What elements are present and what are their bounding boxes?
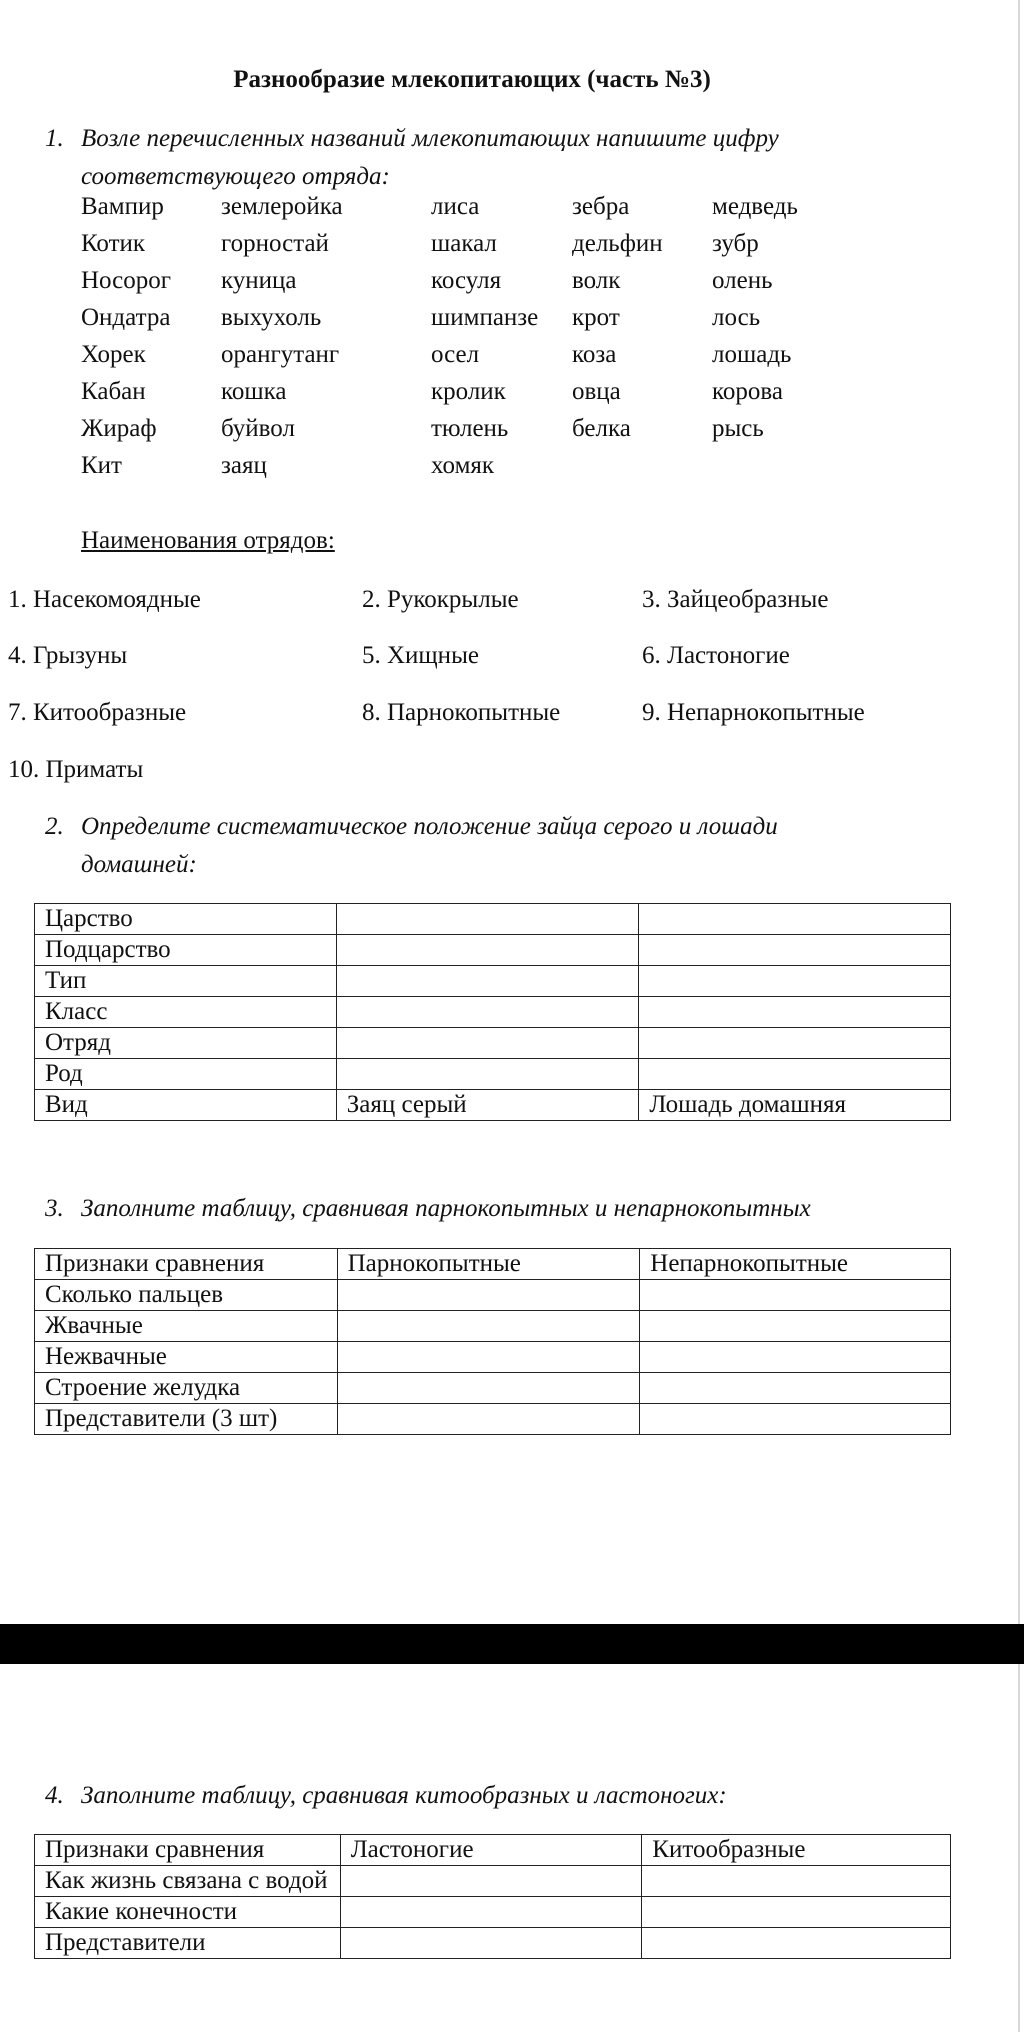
- table-cell: Класс: [35, 997, 337, 1028]
- table-cell-input[interactable]: [336, 997, 639, 1028]
- animal-name: овца: [572, 378, 621, 405]
- table-cell-input[interactable]: [639, 1028, 951, 1059]
- table-cell-input[interactable]: [640, 1373, 951, 1404]
- aquatic-mammals-table: [34, 1834, 951, 1959]
- table-cell-input[interactable]: [336, 1028, 639, 1059]
- table-row: [35, 1897, 951, 1928]
- table-cell: Представители (3 шт): [35, 1404, 338, 1435]
- question-3: [45, 1190, 811, 1228]
- table-cell: Представители: [35, 1928, 341, 1959]
- question-3-text: Заполните таблицу, сравнивая парнокопытных и непарнокопытных: [81, 1195, 811, 1222]
- animal-name: Кабан: [81, 378, 146, 405]
- table-cell: Сколько пальцев: [35, 1280, 338, 1311]
- animal-name: горностай: [221, 230, 329, 257]
- animal-name: лошадь: [712, 341, 792, 368]
- table-cell-input[interactable]: [337, 1373, 640, 1404]
- question-2-text-line2: домашней:: [81, 851, 197, 878]
- table-cell: Отряд: [35, 1028, 337, 1059]
- animal-name: олень: [712, 267, 773, 294]
- animal-name: Ондатра: [81, 304, 171, 331]
- animal-name: кролик: [431, 378, 506, 405]
- table-row: [35, 1342, 951, 1373]
- animal-name: дельфин: [572, 230, 663, 257]
- table-row: [35, 1373, 951, 1404]
- table-row: [35, 997, 951, 1028]
- table-cell-input[interactable]: [640, 1342, 951, 1373]
- table-cell: Заяц серый: [336, 1090, 639, 1121]
- page-title: Разнообразие млекопитающих (часть №3): [233, 66, 711, 93]
- animal-name: медведь: [712, 193, 798, 220]
- order-item: 3. Зайцеобразные: [642, 586, 829, 613]
- table-cell-input[interactable]: [639, 966, 951, 997]
- table-header-cell: Китообразные: [642, 1835, 951, 1866]
- table-header-cell: Парнокопытные: [337, 1249, 640, 1280]
- table-cell-input[interactable]: [642, 1866, 951, 1897]
- table-cell-input[interactable]: [642, 1897, 951, 1928]
- table-cell-input[interactable]: [337, 1404, 640, 1435]
- animal-name: Носорог: [81, 267, 172, 294]
- animal-name: буйвол: [221, 415, 295, 442]
- order-item: 5. Хищные: [362, 642, 479, 669]
- animal-name: корова: [712, 378, 783, 405]
- table-row: [35, 1311, 951, 1342]
- table-cell-input[interactable]: [337, 1342, 640, 1373]
- page-edge: [1018, 0, 1020, 2032]
- taxonomy-table: [34, 903, 951, 1121]
- table-header-cell: Признаки сравнения: [35, 1835, 341, 1866]
- order-item: 2. Рукокрылые: [362, 586, 519, 613]
- animal-name: Жираф: [81, 415, 157, 442]
- table-cell-input[interactable]: [642, 1928, 951, 1959]
- table-cell-input[interactable]: [336, 935, 639, 966]
- table-cell-input[interactable]: [340, 1897, 642, 1928]
- table-row: [35, 1090, 951, 1121]
- table-cell: Нежвачные: [35, 1342, 338, 1373]
- table-cell: Тип: [35, 966, 337, 997]
- table-row: [35, 1280, 951, 1311]
- table-cell-input[interactable]: [340, 1866, 642, 1897]
- animal-name: шакал: [431, 230, 497, 257]
- question-2-number: 2.: [45, 813, 64, 840]
- table-cell-input[interactable]: [340, 1928, 642, 1959]
- table-row: [35, 1028, 951, 1059]
- animal-name: хомяк: [431, 452, 495, 479]
- table-cell: Какие конечности: [35, 1897, 341, 1928]
- animal-name: заяц: [221, 452, 267, 479]
- order-item: 4. Грызуны: [8, 642, 128, 669]
- animal-name: волк: [572, 267, 621, 294]
- table-cell-input[interactable]: [336, 966, 639, 997]
- animal-name: шимпанзе: [431, 304, 539, 331]
- table-cell: Вид: [35, 1090, 337, 1121]
- order-item: 7. Китообразные: [8, 699, 187, 726]
- table-cell-input[interactable]: [337, 1311, 640, 1342]
- question-2-text-line1: Определите систематическое положение зайца серого и лошади: [81, 813, 778, 840]
- animal-name: Котик: [81, 230, 146, 257]
- order-item: 1. Насекомоядные: [8, 586, 201, 613]
- question-2: [45, 808, 778, 884]
- table-header-row: [35, 1835, 951, 1866]
- table-header-row: [35, 1249, 951, 1280]
- question-1-number: 1.: [45, 125, 64, 152]
- order-item: 6. Ластоногие: [642, 642, 790, 669]
- animal-name: рысь: [712, 415, 764, 442]
- animal-name: землеройка: [221, 193, 343, 220]
- table-cell-input[interactable]: [336, 904, 639, 935]
- table-cell: Род: [35, 1059, 337, 1090]
- table-header-cell: Признаки сравнения: [35, 1249, 338, 1280]
- table-cell-input[interactable]: [639, 997, 951, 1028]
- animal-name: куница: [221, 267, 297, 294]
- table-cell: Подцарство: [35, 935, 337, 966]
- black-band: [0, 1624, 1024, 1664]
- table-cell: Жвачные: [35, 1311, 338, 1342]
- table-cell-input[interactable]: [639, 935, 951, 966]
- ungulates-table: [34, 1248, 951, 1435]
- table-cell-input[interactable]: [639, 1059, 951, 1090]
- table-cell-input[interactable]: [640, 1280, 951, 1311]
- question-1: [45, 120, 779, 196]
- question-4-text: Заполните таблицу, сравнивая китообразных и ластоногих:: [81, 1782, 727, 1809]
- animal-name: лось: [712, 304, 761, 331]
- table-cell: Как жизнь связана с водой: [35, 1866, 341, 1897]
- question-3-number: 3.: [45, 1195, 64, 1222]
- table-cell-input[interactable]: [336, 1059, 639, 1090]
- table-cell-input[interactable]: [640, 1311, 951, 1342]
- animal-name: выхухоль: [221, 304, 322, 331]
- table-row: [35, 1866, 951, 1897]
- table-cell-input[interactable]: [640, 1404, 951, 1435]
- table-cell: Лошадь домашняя: [639, 1090, 951, 1121]
- animal-name: крот: [572, 304, 620, 331]
- order-item: 10. Приматы: [8, 756, 144, 783]
- animal-name: кошка: [221, 378, 287, 405]
- question-1-text-line2: соответствующего отряда:: [81, 163, 390, 190]
- table-row: [35, 966, 951, 997]
- table-row: [35, 904, 951, 935]
- question-4: [45, 1777, 727, 1815]
- animal-name: лиса: [431, 193, 480, 220]
- animal-name: белка: [572, 415, 631, 442]
- animal-name: зубр: [712, 230, 759, 257]
- table-row: [35, 1928, 951, 1959]
- animal-name: зебра: [572, 193, 630, 220]
- table-cell-input[interactable]: [639, 904, 951, 935]
- animal-name: орангутанг: [221, 341, 340, 368]
- order-item: 9. Непарнокопытные: [642, 699, 865, 726]
- table-row: [35, 1404, 951, 1435]
- table-header-cell: Ластоногие: [340, 1835, 642, 1866]
- table-row: [35, 935, 951, 966]
- animal-name: коза: [572, 341, 617, 368]
- animal-name: осел: [431, 341, 480, 368]
- animal-name: косуля: [431, 267, 502, 294]
- orders-title: Наименования отрядов:: [81, 527, 335, 554]
- table-row: [35, 1059, 951, 1090]
- table-cell-input[interactable]: [337, 1280, 640, 1311]
- animal-name: Кит: [81, 452, 122, 479]
- question-1-text-line1: Возле перечисленных названий млекопитающих напишите цифру: [81, 125, 779, 152]
- animal-name: Вампир: [81, 193, 164, 220]
- table-cell: Строение желудка: [35, 1373, 338, 1404]
- table-cell: Царство: [35, 904, 337, 935]
- animal-name: тюлень: [431, 415, 509, 442]
- order-item: 8. Парнокопытные: [362, 699, 561, 726]
- question-4-number: 4.: [45, 1782, 64, 1809]
- animal-name: Хорек: [81, 341, 146, 368]
- table-header-cell: Непарнокопытные: [640, 1249, 951, 1280]
